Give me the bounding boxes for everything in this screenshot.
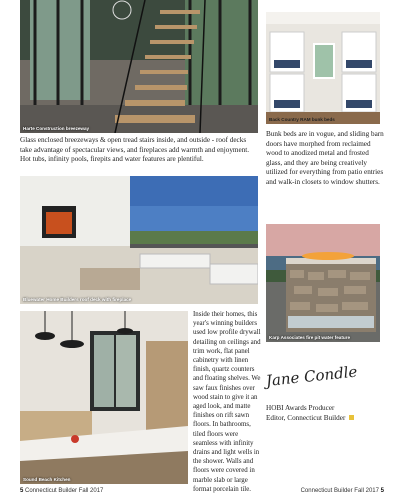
page-number-right: 5: [380, 488, 384, 494]
signer-role-text: Editor, Connecticut Builder: [266, 413, 346, 422]
signature-image: Jane Condle: [265, 362, 359, 390]
signer-role: [266, 414, 386, 424]
kitchen-caption: Sound Beach Kitchen: [23, 477, 71, 482]
breezeway-photo: [20, 0, 258, 133]
bunk-beds-photo: [266, 12, 380, 124]
interiors-paragraph: Inside their homes, this year's winning builders used low profile drywall detailing on ceilings and trim work, flat panel cabinetry with linen finish, quartz counters and floating shelves. We saw faux finishes over wood stain to give it an aged look, and matte finishes on rift sawn floors. In bathrooms, tiled floors were seamless with infinity drains and light wells in the shower. Walls and floors were covered in marble slab or large format porcelain tile.: [193, 311, 261, 493]
footer-left: [20, 488, 103, 494]
bunk-beds-caption: Back Country RAM bunk beds: [269, 117, 335, 122]
signature-block: [265, 362, 386, 423]
footer-left-text: Connecticut Builder Fall 2017: [25, 488, 104, 494]
roof-deck-caption: Bluewater Home Builders roof deck with fireplace: [23, 297, 132, 302]
intro-paragraph: Glass enclosed breezeways & open tread stairs inside, and outside - roof decks take advantage of spectacular views, and fireplaces add warmth and enjoyment. Hot tubs, infinity pools, firepits and water features are plentiful.: [20, 136, 250, 164]
roof-deck-photo: [20, 176, 258, 304]
footer-right-text: Connecticut Builder Fall 2017: [300, 488, 379, 494]
fire-pit-caption: Karp Associates fire pit water feature: [269, 335, 351, 340]
bunk-beds-paragraph: Bunk beds are in vogue, and sliding barn doors have morphed from reclaimed wood to anodized metal and frosted glass, and they are being creatively utilized for everything from patio entries and walk-in closets to window shutters.: [266, 130, 384, 186]
page-number-left: 5: [20, 488, 24, 494]
fire-pit-photo: [266, 224, 380, 342]
accent-square-icon: [349, 415, 354, 420]
footer-right: [301, 488, 384, 494]
signer-title: HOBI Awards Producer: [266, 404, 335, 412]
kitchen-photo: [20, 311, 188, 484]
signature: [265, 362, 386, 400]
breezeway-caption: Harte Construction breezeway: [23, 126, 90, 131]
